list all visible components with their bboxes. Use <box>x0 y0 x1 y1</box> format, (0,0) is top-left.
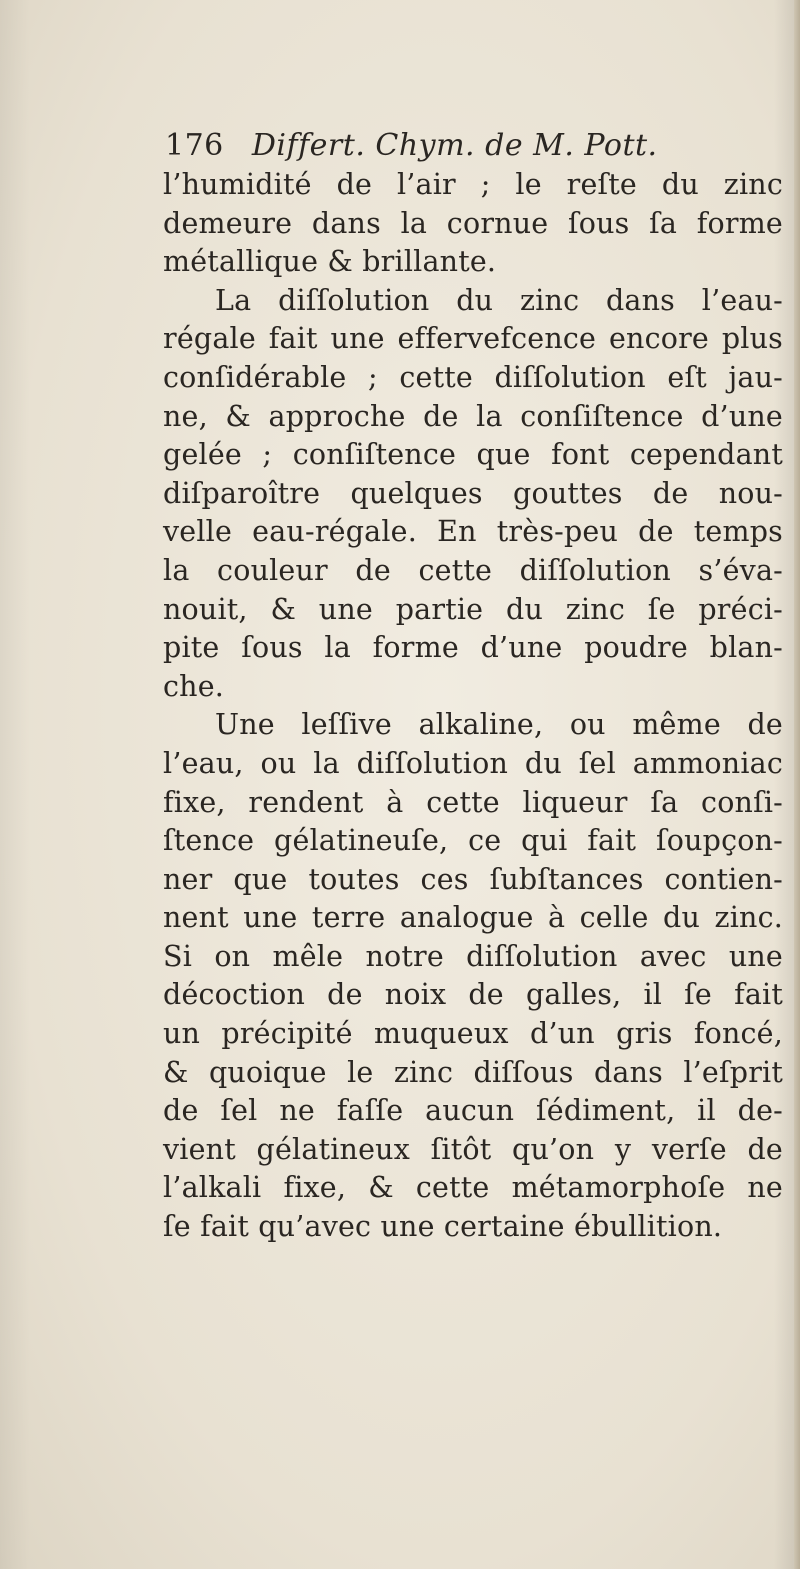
text-line: pite ſous la forme d’une poudre blan- <box>163 631 783 665</box>
text-line: un précipité muqueux d’un gris foncé, <box>163 1017 783 1051</box>
text-line: velle eau-régale. En très-peu de temps <box>163 515 783 549</box>
text-line: métallique & brillante. <box>163 245 497 279</box>
page-number: 176 <box>165 128 224 163</box>
text-line: l’humidité de l’air ; le reſte du zinc <box>163 168 783 201</box>
running-title: Differt. Chym. de M. Pott. <box>251 128 658 163</box>
text-line: demeure dans la cornue ſous ſa forme <box>163 206 783 240</box>
text-line: l’alkali fixe, & cette métamorphoſe ne <box>163 1171 783 1205</box>
text-line: décoction de noix de galles, il ſe fait <box>163 978 783 1012</box>
text-line: conſidérable ; cette diſſolution eſt jau- <box>163 360 783 394</box>
text-line: régale fait une effervefcence encore plus <box>163 322 783 356</box>
text-line: Si on mêle notre diſſolution avec une <box>163 939 783 973</box>
text-line: ne, & approche de la conſiſtence d’une <box>163 399 783 433</box>
text-line: ſtence gélatineuſe, ce qui fait ſoupçon- <box>163 824 783 858</box>
text-line: diſparoître quelques gouttes de nou- <box>163 476 783 510</box>
page-edge <box>794 0 800 1569</box>
text-line: nent une terre analogue à celle du zinc. <box>163 901 783 935</box>
text-line: gelée ; conſiſtence que font cependant <box>163 438 783 472</box>
text-line: & quoique le zinc diſſous dans l’eſprit <box>163 1055 783 1089</box>
text-line: ſe fait qu’avec une certaine ébullition. <box>163 1210 723 1244</box>
text-line: fixe, rendent à cette liqueur ſa conſi- <box>163 785 783 819</box>
text-line: vient gélatineux ſitôt qu’on y verſe de <box>163 1132 783 1166</box>
text-line: che. <box>163 669 225 703</box>
body-text <box>163 166 783 1247</box>
text-line: ner que toutes ces ſubſtances contien- <box>163 862 783 896</box>
text-line: de ſel ne faſſe aucun ſédiment, il de- <box>163 1094 783 1128</box>
paragraph-first-line: La diſſolution du zinc dans l’eau- <box>215 283 783 317</box>
text-line: la couleur de cette diſſolution s’éva- <box>163 553 783 587</box>
text-line: l’eau, ou la diſſolution du ſel ammoniac <box>163 746 783 780</box>
text-line: nouit, & une partie du zinc ſe préci- <box>163 592 783 626</box>
running-head <box>165 128 658 163</box>
paragraph-first-line: Une leſſive alkaline, ou même de <box>215 708 783 742</box>
